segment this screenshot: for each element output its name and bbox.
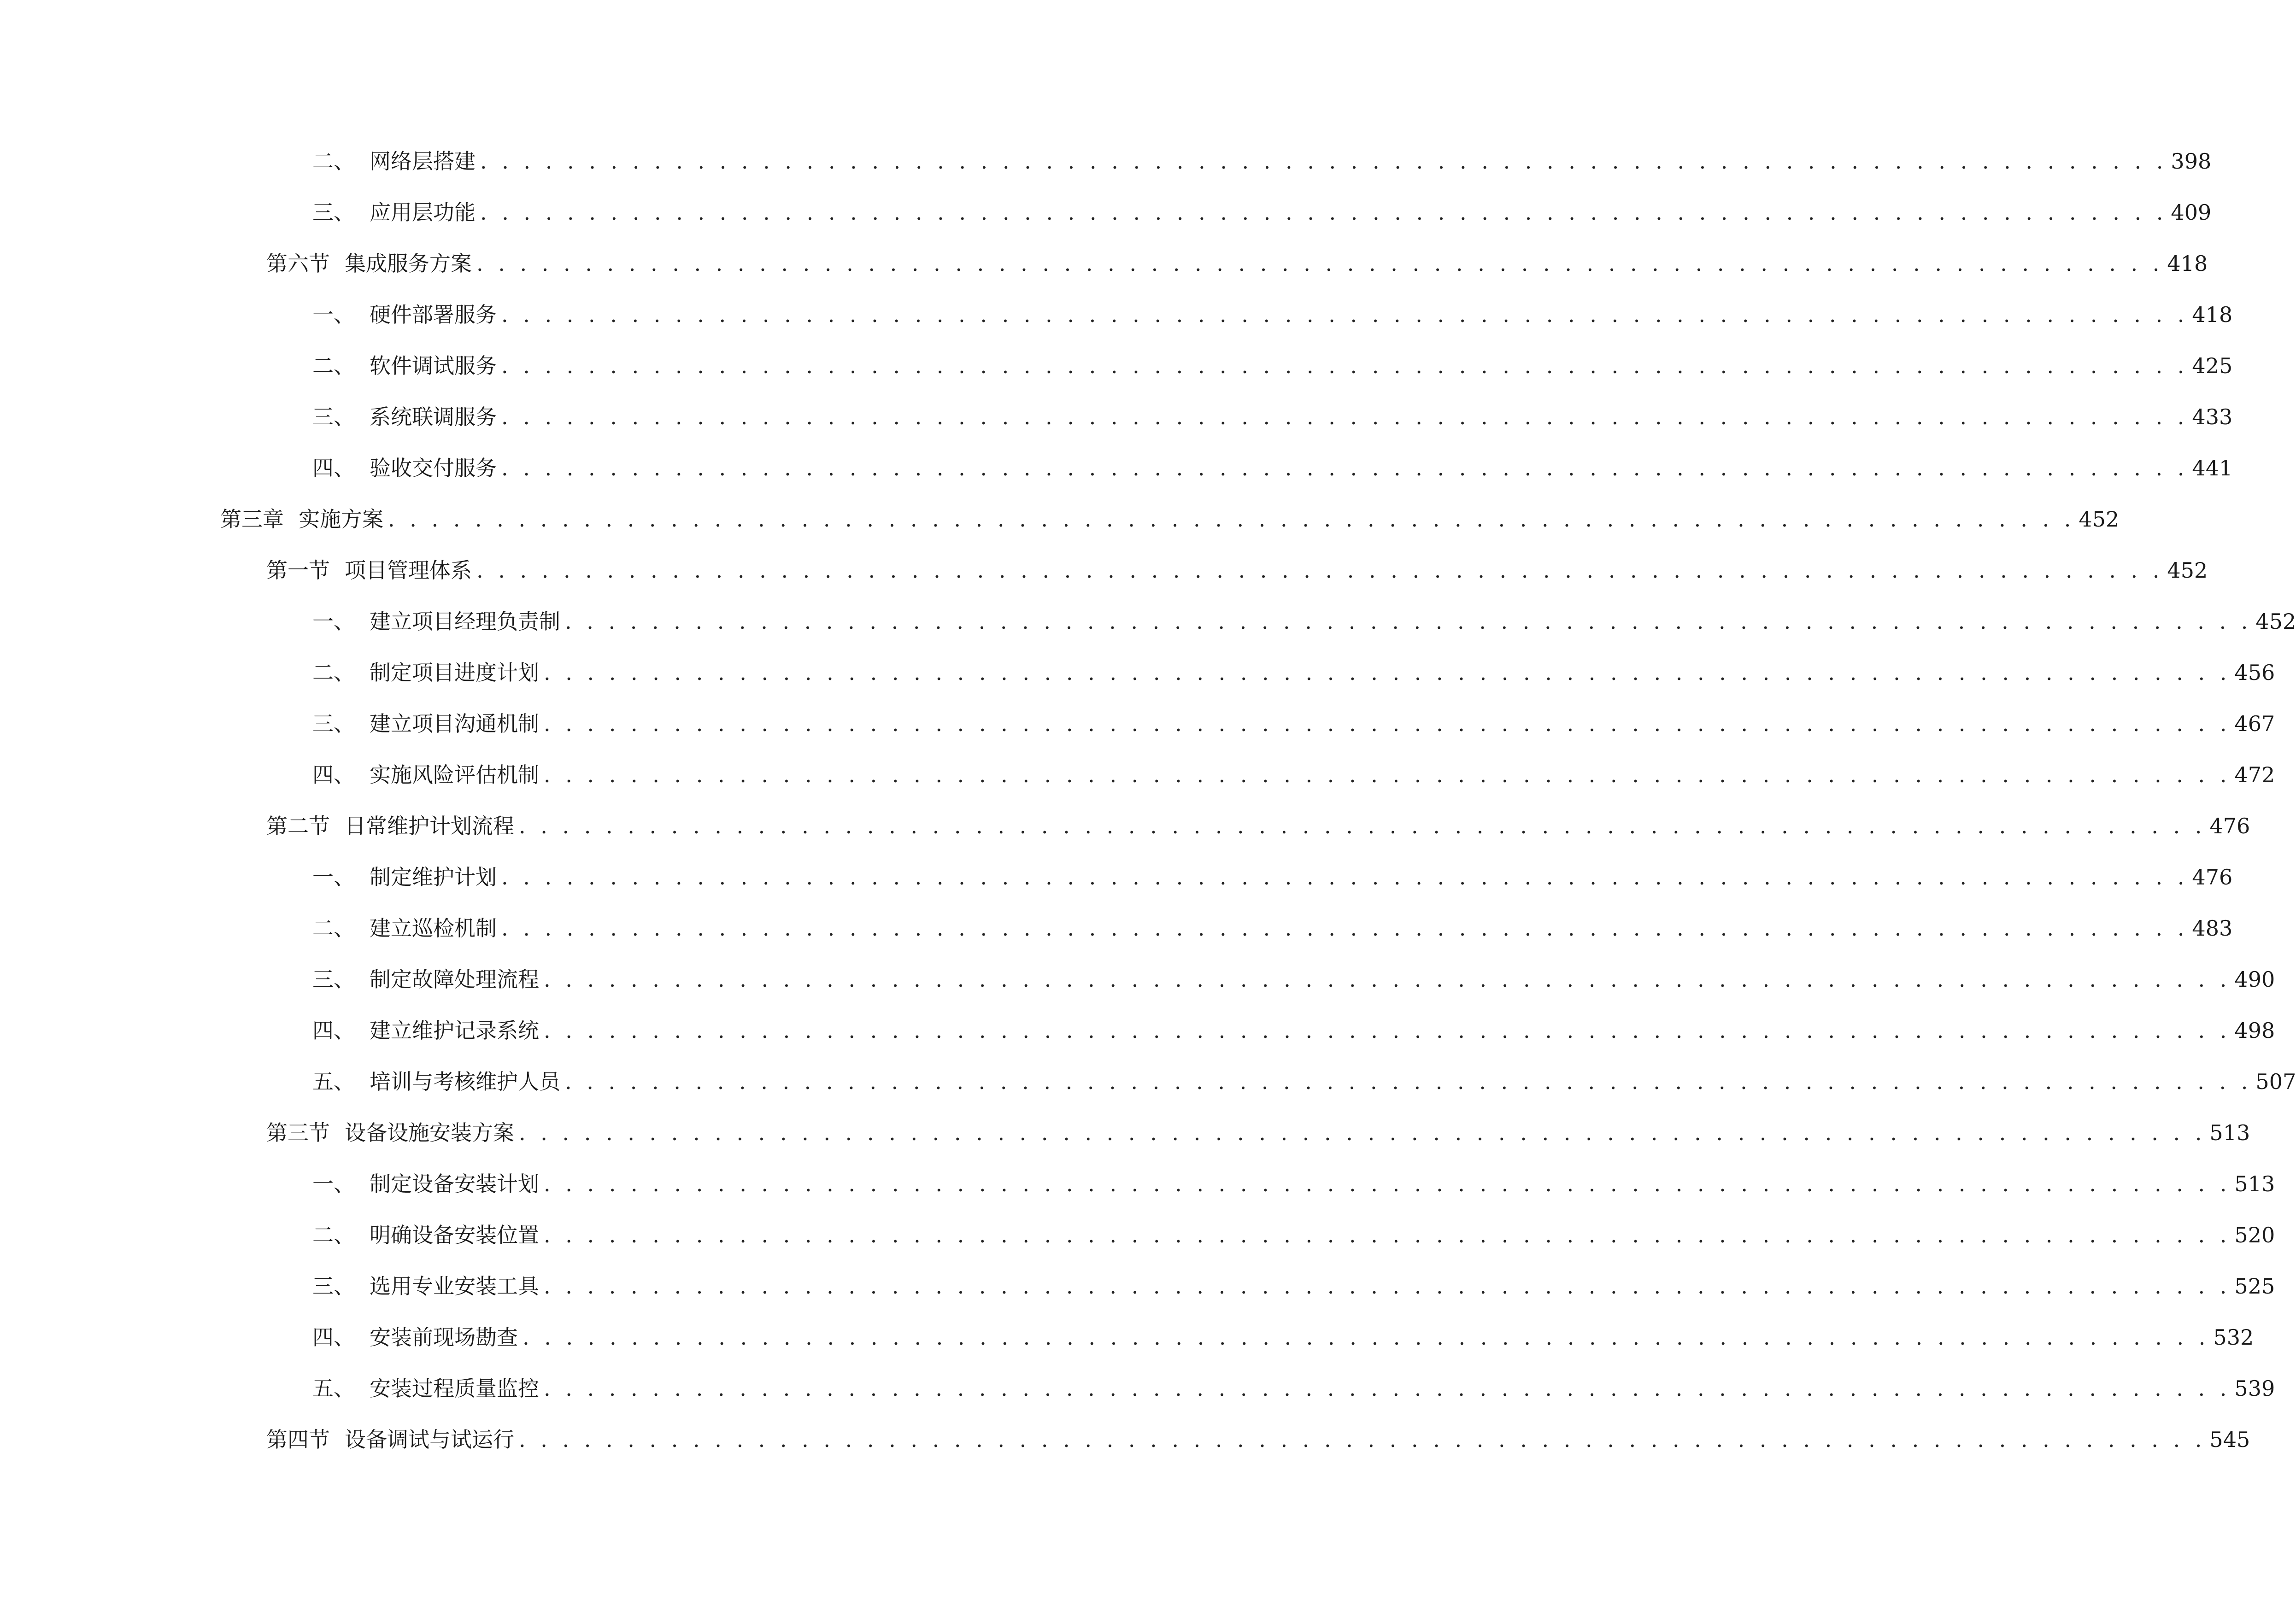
toc-entry-title: 制定设备安装计划 xyxy=(370,1171,539,1196)
toc-entry[interactable] xyxy=(312,709,2275,738)
toc-entry-number: 四、 xyxy=(312,1325,355,1350)
toc-entry-page-number: 452 xyxy=(2167,558,2208,583)
toc-entry-title: 设备调试与试运行 xyxy=(345,1427,514,1452)
toc-entry-title: 培训与考核维护人员 xyxy=(370,1069,560,1094)
dot-leader: . . . . . . . . . . . . . . . . . . . . . . . . . . . . . . . . . . . . . . . . . . . . . . . . . . . . . . . . . . . . . . . . . . . . . . . . . . . . . . xyxy=(544,660,2231,685)
dot-leader: . . . . . . . . . . . . . . . . . . . . . . . . . . . . . . . . . . . . . . . . . . . . . . . . . . . . . . . . . . . . . . . . . . . . . . . . . . . . . . xyxy=(519,1427,2206,1452)
dot-leader: . . . . . . . . . . . . . . . . . . . . . . . . . . . . . . . . . . . . . . . . . . . . . . . . . . . . . . . . . . . . . . . . . . . . . . . . . . . . . . xyxy=(480,149,2167,174)
toc-entry-page-number: 452 xyxy=(2079,507,2120,532)
toc-entry[interactable] xyxy=(312,658,2275,687)
toc-entry-page-number: 539 xyxy=(2234,1376,2275,1401)
toc-entry-number: 三、 xyxy=(312,711,355,736)
toc-entry-title: 建立维护记录系统 xyxy=(370,1018,539,1043)
toc-entry-number: 二、 xyxy=(312,149,355,174)
toc-entry-page-number: 418 xyxy=(2167,251,2208,276)
toc-entry[interactable] xyxy=(312,146,2212,176)
toc-entry-number: 五、 xyxy=(312,1376,355,1401)
toc-entry-title: 制定项目进度计划 xyxy=(370,660,539,685)
toc-entry-title: 日常维护计划流程 xyxy=(345,814,514,838)
toc-entry-page-number: 418 xyxy=(2192,302,2233,327)
toc-entry-title: 验收交付服务 xyxy=(370,456,497,480)
dot-leader: . . . . . . . . . . . . . . . . . . . . . . . . . . . . . . . . . . . . . . . . . . . . . . . . . . . . . . . . . . . . . . . . . . . . . . . . . . . . . . xyxy=(544,762,2231,787)
toc-entry-page-number: 525 xyxy=(2234,1274,2275,1299)
toc-entry-number: 三、 xyxy=(312,404,355,429)
toc-entry-number: 三、 xyxy=(312,967,355,992)
dot-leader: . . . . . . . . . . . . . . . . . . . . . . . . . . . . . . . . . . . . . . . . . . . . . . . . . . . . . . . . . . . . . . . . . . . . . . . . . . . . . . xyxy=(476,558,2164,583)
toc-entry-number: 四、 xyxy=(312,456,355,480)
toc-entry[interactable] xyxy=(312,1169,2275,1199)
dot-leader: . . . . . . . . . . . . . . . . . . . . . . . . . . . . . . . . . . . . . . . . . . . . . . . . . . . . . . . . . . . . . . . . . . . . . . . . . . . . . . xyxy=(388,507,2075,532)
toc-entry-title: 网络层搭建 xyxy=(370,149,476,174)
toc-entry-number: 一、 xyxy=(312,1171,355,1196)
toc-entry-number: 五、 xyxy=(312,1069,355,1094)
toc-entry-title: 项目管理体系 xyxy=(345,558,472,583)
toc-entry-title: 明确设备安装位置 xyxy=(370,1223,539,1247)
toc-entry[interactable] xyxy=(312,607,2296,636)
toc-entry-title: 安装前现场勘查 xyxy=(370,1325,518,1350)
toc-entry-number: 第六节 xyxy=(266,251,330,276)
toc-entry-number: 二、 xyxy=(312,660,355,685)
toc-entry-title: 系统联调服务 xyxy=(370,404,497,429)
toc-entry-page-number: 425 xyxy=(2192,353,2233,378)
toc-entry-page-number: 498 xyxy=(2234,1018,2275,1043)
toc-entry-page-number: 520 xyxy=(2234,1223,2275,1247)
toc-entry-title: 建立巡检机制 xyxy=(370,916,497,941)
toc-entry-page-number: 476 xyxy=(2209,814,2250,838)
toc-entry[interactable] xyxy=(312,198,2212,227)
toc-entry-title: 建立项目经理负责制 xyxy=(370,609,560,634)
toc-entry-page-number: 513 xyxy=(2234,1171,2275,1196)
toc-entry-number: 二、 xyxy=(312,916,355,941)
dot-leader: . . . . . . . . . . . . . . . . . . . . . . . . . . . . . . . . . . . . . . . . . . . . . . . . . . . . . . . . . . . . . . . . . . . . . . . . . . . . . . xyxy=(544,1223,2231,1247)
toc-entry-title: 制定故障处理流程 xyxy=(370,967,539,992)
toc-entry[interactable] xyxy=(312,760,2275,790)
dot-leader: . . . . . . . . . . . . . . . . . . . . . . . . . . . . . . . . . . . . . . . . . . . . . . . . . . . . . . . . . . . . . . . . . . . . . . . . . . . . . . xyxy=(501,353,2189,378)
toc-entry-number: 三、 xyxy=(312,1274,355,1299)
toc-entry-number: 一、 xyxy=(312,865,355,890)
toc-entry-page-number: 467 xyxy=(2234,711,2275,736)
dot-leader: . . . . . . . . . . . . . . . . . . . . . . . . . . . . . . . . . . . . . . . . . . . . . . . . . . . . . . . . . . . . . . . . . . . . . . . . . . . . . . xyxy=(501,404,2189,429)
toc-entry-number: 第四节 xyxy=(266,1427,330,1452)
dot-leader: . . . . . . . . . . . . . . . . . . . . . . . . . . . . . . . . . . . . . . . . . . . . . . . . . . . . . . . . . . . . . . . . . . . . . . . . . . . . . . xyxy=(544,711,2231,736)
toc-entry-number: 二、 xyxy=(312,353,355,378)
dot-leader: . . . . . . . . . . . . . . . . . . . . . . . . . . . . . . . . . . . . . . . . . . . . . . . . . . . . . . . . . . . . . . . . . . . . . . . . . . . . . . xyxy=(565,1069,2252,1094)
dot-leader: . . . . . . . . . . . . . . . . . . . . . . . . . . . . . . . . . . . . . . . . . . . . . . . . . . . . . . . . . . . . . . . . . . . . . . . . . . . . . . xyxy=(501,865,2189,890)
dot-leader: . . . . . . . . . . . . . . . . . . . . . . . . . . . . . . . . . . . . . . . . . . . . . . . . . . . . . . . . . . . . . . . . . . . . . . . . . . . . . . xyxy=(544,1171,2231,1196)
toc-entry[interactable] xyxy=(312,402,2233,432)
toc-entry-page-number: 441 xyxy=(2192,456,2233,480)
dot-leader: . . . . . . . . . . . . . . . . . . . . . . . . . . . . . . . . . . . . . . . . . . . . . . . . . . . . . . . . . . . . . . . . . . . . . . . . . . . . . . xyxy=(523,1325,2210,1350)
toc-entry[interactable] xyxy=(312,1271,2275,1301)
toc-entry-title: 实施方案 xyxy=(299,507,383,532)
dot-leader: . . . . . . . . . . . . . . . . . . . . . . . . . . . . . . . . . . . . . . . . . . . . . . . . . . . . . . . . . . . . . . . . . . . . . . . . . . . . . . xyxy=(501,456,2189,480)
toc-entry-title: 制定维护计划 xyxy=(370,865,497,890)
toc-entry-page-number: 507 xyxy=(2255,1069,2296,1094)
dot-leader: . . . . . . . . . . . . . . . . . . . . . . . . . . . . . . . . . . . . . . . . . . . . . . . . . . . . . . . . . . . . . . . . . . . . . . . . . . . . . . xyxy=(519,814,2206,838)
toc-entry[interactable] xyxy=(266,556,2208,585)
toc-entry[interactable] xyxy=(312,1323,2254,1352)
toc-entry[interactable] xyxy=(266,249,2208,278)
toc-entry-number: 四、 xyxy=(312,762,355,787)
toc-entry-number: 第三节 xyxy=(266,1120,330,1145)
toc-entry-page-number: 456 xyxy=(2234,660,2275,685)
toc-entry[interactable] xyxy=(312,965,2275,994)
toc-entry[interactable] xyxy=(312,913,2233,943)
toc-entry-page-number: 472 xyxy=(2234,762,2275,787)
toc-entry-number: 第一节 xyxy=(266,558,330,583)
toc-entry[interactable] xyxy=(266,811,2250,841)
toc-entry-page-number: 476 xyxy=(2192,865,2233,890)
toc-entry[interactable] xyxy=(312,1374,2275,1403)
toc-entry[interactable] xyxy=(312,351,2233,381)
toc-entry-number: 三、 xyxy=(312,200,355,225)
toc-entry[interactable] xyxy=(312,1067,2296,1096)
toc-entry-page-number: 452 xyxy=(2255,609,2296,634)
toc-entry[interactable] xyxy=(312,300,2233,329)
toc-entry-title: 建立项目沟通机制 xyxy=(370,711,539,736)
toc-entry-page-number: 532 xyxy=(2213,1325,2254,1350)
toc-entry[interactable] xyxy=(312,453,2233,483)
toc-entry-page-number: 490 xyxy=(2234,967,2275,992)
dot-leader: . . . . . . . . . . . . . . . . . . . . . . . . . . . . . . . . . . . . . . . . . . . . . . . . . . . . . . . . . . . . . . . . . . . . . . . . . . . . . . xyxy=(501,916,2189,941)
toc-entry-title: 集成服务方案 xyxy=(345,251,472,276)
toc-entry[interactable] xyxy=(312,1220,2275,1250)
toc-entry[interactable] xyxy=(220,504,2120,534)
dot-leader: . . . . . . . . . . . . . . . . . . . . . . . . . . . . . . . . . . . . . . . . . . . . . . . . . . . . . . . . . . . . . . . . . . . . . . . . . . . . . . xyxy=(544,1274,2231,1299)
toc-entry-number: 第二节 xyxy=(266,814,330,838)
toc-entry[interactable] xyxy=(266,1118,2250,1148)
toc-entry-number: 第三章 xyxy=(220,507,284,532)
toc-entry-title: 软件调试服务 xyxy=(370,353,497,378)
toc-entry-page-number: 433 xyxy=(2192,404,2233,429)
toc-entry-title: 应用层功能 xyxy=(370,200,476,225)
toc-entry-number: 一、 xyxy=(312,302,355,327)
dot-leader: . . . . . . . . . . . . . . . . . . . . . . . . . . . . . . . . . . . . . . . . . . . . . . . . . . . . . . . . . . . . . . . . . . . . . . . . . . . . . . xyxy=(519,1120,2206,1145)
dot-leader: . . . . . . . . . . . . . . . . . . . . . . . . . . . . . . . . . . . . . . . . . . . . . . . . . . . . . . . . . . . . . . . . . . . . . . . . . . . . . . xyxy=(544,1376,2231,1401)
dot-leader: . . . . . . . . . . . . . . . . . . . . . . . . . . . . . . . . . . . . . . . . . . . . . . . . . . . . . . . . . . . . . . . . . . . . . . . . . . . . . . xyxy=(565,609,2252,634)
toc-entry[interactable] xyxy=(312,862,2233,892)
dot-leader: . . . . . . . . . . . . . . . . . . . . . . . . . . . . . . . . . . . . . . . . . . . . . . . . . . . . . . . . . . . . . . . . . . . . . . . . . . . . . . xyxy=(544,967,2231,992)
dot-leader: . . . . . . . . . . . . . . . . . . . . . . . . . . . . . . . . . . . . . . . . . . . . . . . . . . . . . . . . . . . . . . . . . . . . . . . . . . . . . . xyxy=(544,1018,2231,1043)
toc-entry-title: 实施风险评估机制 xyxy=(370,762,539,787)
toc-entry-title: 安装过程质量监控 xyxy=(370,1376,539,1401)
toc-entry-number: 四、 xyxy=(312,1018,355,1043)
toc-entry[interactable] xyxy=(266,1425,2250,1454)
toc-entry-page-number: 398 xyxy=(2171,149,2212,174)
toc-entry-title: 选用专业安装工具 xyxy=(370,1274,539,1299)
toc-entry-page-number: 409 xyxy=(2171,200,2212,225)
dot-leader: . . . . . . . . . . . . . . . . . . . . . . . . . . . . . . . . . . . . . . . . . . . . . . . . . . . . . . . . . . . . . . . . . . . . . . . . . . . . . . xyxy=(480,200,2167,225)
dot-leader: . . . . . . . . . . . . . . . . . . . . . . . . . . . . . . . . . . . . . . . . . . . . . . . . . . . . . . . . . . . . . . . . . . . . . . . . . . . . . . xyxy=(501,302,2189,327)
toc-entry[interactable] xyxy=(312,1016,2275,1045)
toc-entry-title: 硬件部署服务 xyxy=(370,302,497,327)
toc-entry-number: 一、 xyxy=(312,609,355,634)
toc-entry-title: 设备设施安装方案 xyxy=(345,1120,514,1145)
dot-leader: . . . . . . . . . . . . . . . . . . . . . . . . . . . . . . . . . . . . . . . . . . . . . . . . . . . . . . . . . . . . . . . . . . . . . . . . . . . . . . xyxy=(476,251,2164,276)
toc-entry-page-number: 545 xyxy=(2209,1427,2250,1452)
toc-entry-number: 二、 xyxy=(312,1223,355,1247)
toc-entry-page-number: 513 xyxy=(2209,1120,2250,1145)
toc-entry-page-number: 483 xyxy=(2192,916,2233,941)
